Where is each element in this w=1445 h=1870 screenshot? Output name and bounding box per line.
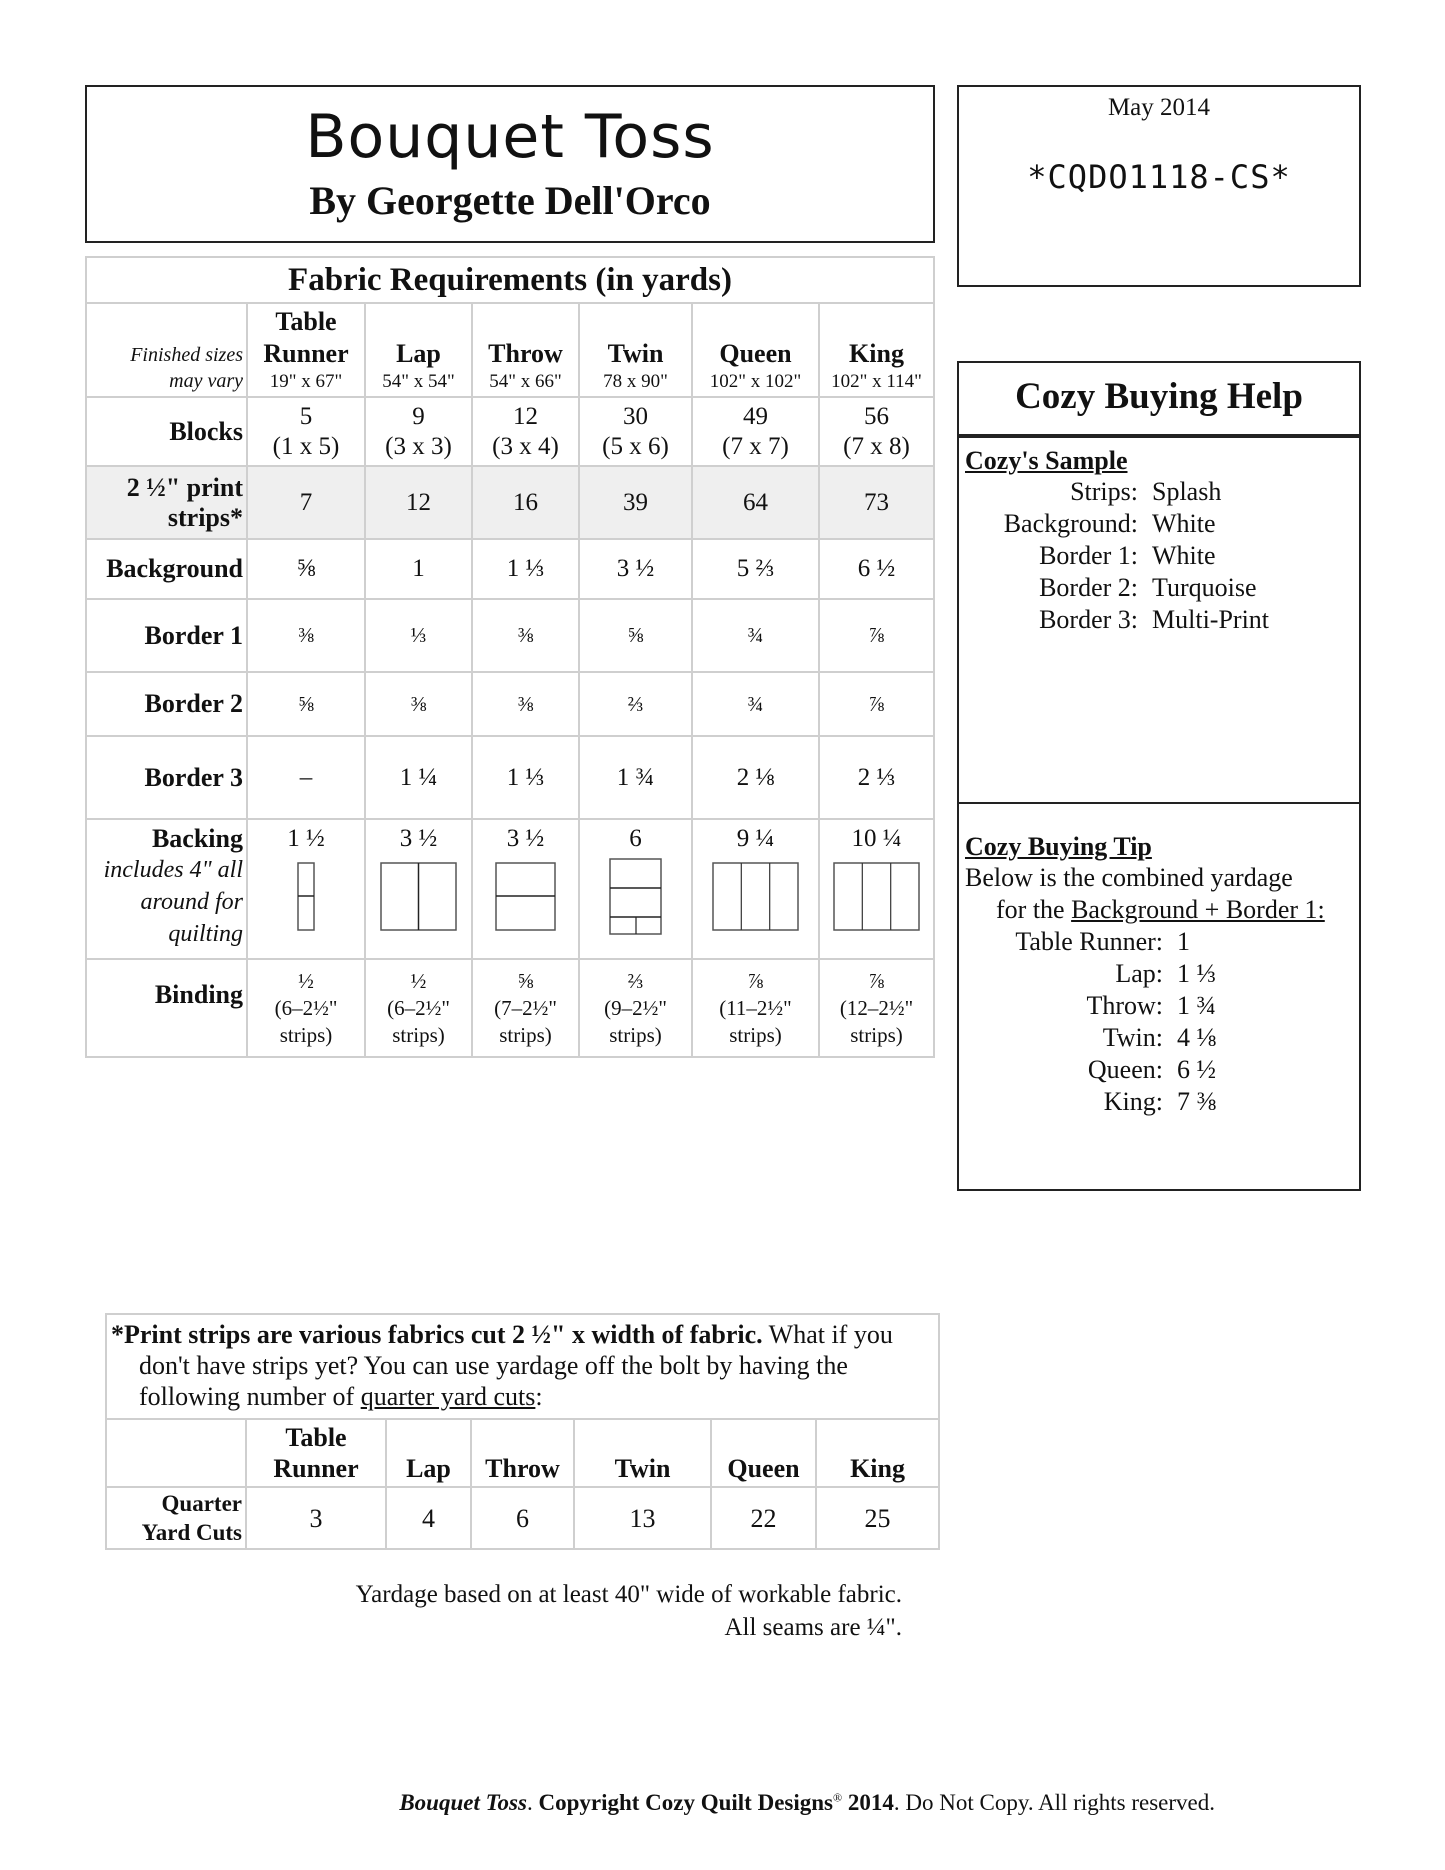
table-cell: ⅝ xyxy=(247,672,365,736)
table-cell xyxy=(472,959,579,1057)
table-cell xyxy=(579,819,692,959)
cell-strips: (6–2½" xyxy=(274,995,338,1020)
cell-strips-suffix: strips) xyxy=(850,1022,903,1047)
tip-item xyxy=(965,926,1353,958)
row-label-line: Yard Cuts xyxy=(141,1520,242,1545)
note-line xyxy=(111,1381,934,1412)
cell-strips: (9–2½" xyxy=(604,995,667,1020)
cell-strips-suffix: strips) xyxy=(499,1022,552,1047)
table-cell xyxy=(365,959,472,1057)
row-label xyxy=(86,819,247,959)
column-header-table-runner xyxy=(247,303,365,397)
table-cell: ⅝ xyxy=(247,539,365,599)
table-cell: 39 xyxy=(579,466,692,539)
sample-key: Background: xyxy=(1003,509,1138,538)
table-cell: ¾ xyxy=(692,599,819,672)
sample-value: White xyxy=(1152,509,1216,538)
row-label: Binding xyxy=(86,959,247,1057)
backing-diagram-icon xyxy=(609,858,663,936)
note-text: What if you xyxy=(762,1320,893,1349)
table-cell: 2 ⅓ xyxy=(819,736,934,819)
sample-key: Border 1: xyxy=(1039,541,1138,570)
sample-value: Multi-Print xyxy=(1152,605,1270,634)
fabric-requirements-table xyxy=(85,256,935,1058)
tip-value: 6 ½ xyxy=(1177,1055,1216,1084)
table-cell xyxy=(819,819,934,959)
finished-note-line: may vary xyxy=(169,370,243,392)
cell-strips: (12–2½" xyxy=(839,995,914,1020)
blocks-row xyxy=(86,397,934,466)
border2-row xyxy=(86,672,934,736)
registered-mark: ® xyxy=(833,1790,843,1805)
table-cell: 3 xyxy=(246,1487,386,1549)
cell-value: 9 xyxy=(412,402,425,430)
table-cell: 73 xyxy=(819,466,934,539)
table-cell: 64 xyxy=(692,466,819,539)
note-text: : xyxy=(535,1382,543,1411)
table-cell: 6 xyxy=(471,1487,574,1549)
border1-row xyxy=(86,599,934,672)
column-size: 102" x 102" xyxy=(709,371,802,392)
table-cell: – xyxy=(247,736,365,819)
print-strips-note xyxy=(106,1314,939,1419)
quarter-values-row xyxy=(106,1487,939,1549)
backing-note-line: quilting xyxy=(168,921,243,947)
table-cell xyxy=(365,397,472,466)
table-cell xyxy=(247,397,365,466)
cell-value: 56 xyxy=(864,402,889,430)
cell-strips: (7–2½" xyxy=(494,995,557,1020)
cell-value: ⅔ xyxy=(627,968,644,993)
sample-item xyxy=(965,604,1353,636)
tip-text xyxy=(965,894,1353,926)
table-cell: 1 ¼ xyxy=(365,736,472,819)
column-size: 19" x 67" xyxy=(269,371,343,392)
row-label-line: Quarter xyxy=(161,1491,242,1516)
finished-sizes-note xyxy=(86,303,247,397)
sample-item xyxy=(965,540,1353,572)
cell-value: ⅞ xyxy=(868,968,885,993)
backing-note-line: includes 4" all xyxy=(103,857,243,883)
cell-value: 6 xyxy=(629,825,642,852)
footer-title: Bouquet Toss xyxy=(399,1790,527,1815)
row-label: Border 3 xyxy=(86,736,247,819)
tip-value: 7 ⅜ xyxy=(1177,1087,1216,1116)
cell-value: 9 ¼ xyxy=(736,825,775,852)
table-cell: ⅞ xyxy=(819,672,934,736)
table-cell xyxy=(365,819,472,959)
cell-value: 3 ½ xyxy=(506,825,545,852)
note-line: don't have strips yet? You can use yardage off the bolt by having the xyxy=(139,1351,848,1380)
tip-value: 1 xyxy=(1177,927,1190,956)
tip-key: Throw: xyxy=(1086,991,1163,1020)
row-label: Border 2 xyxy=(86,672,247,736)
note-text: following number of xyxy=(139,1382,361,1411)
cell-strips-suffix: strips) xyxy=(729,1022,782,1047)
row-label: Background xyxy=(86,539,247,599)
sample-value: Splash xyxy=(1152,477,1222,506)
sample-value: Turquoise xyxy=(1152,573,1257,602)
table-cell xyxy=(247,959,365,1057)
table-cell xyxy=(472,819,579,959)
column-header-twin xyxy=(579,303,692,397)
publish-date: May 2014 xyxy=(1107,94,1211,121)
column-name: Lap xyxy=(396,339,441,368)
sample-value: White xyxy=(1152,541,1216,570)
cozy-buying-help-header: Cozy Buying Help xyxy=(957,361,1361,436)
column-header xyxy=(246,1419,386,1487)
tip-item xyxy=(965,990,1353,1022)
column-size: 102" x 114" xyxy=(831,371,922,392)
column-name: Throw xyxy=(488,339,563,368)
row-label-line: Backing xyxy=(151,824,243,853)
note-row xyxy=(106,1314,939,1419)
column-size: 54" x 66" xyxy=(489,371,562,392)
table-cell: 1 ⅓ xyxy=(472,736,579,819)
tip-key: King: xyxy=(1103,1087,1163,1116)
cell-layout: (7 x 7) xyxy=(722,432,789,460)
column-name: Runner xyxy=(273,1454,359,1483)
cozys-sample-box xyxy=(957,436,1361,804)
footer-rest: . Do Not Copy. All rights reserved. xyxy=(893,1790,1215,1815)
cell-strips: (6–2½" xyxy=(387,995,450,1020)
column-size: 78 x 90" xyxy=(603,371,668,392)
cell-strips-suffix: strips) xyxy=(279,1022,333,1047)
sample-key: Border 2: xyxy=(1039,573,1138,602)
cell-value: 30 xyxy=(623,402,648,430)
cell-strips: (11–2½" xyxy=(719,995,792,1020)
table-cell xyxy=(692,959,819,1057)
column-name: Runner xyxy=(263,339,349,368)
table-cell: 25 xyxy=(816,1487,939,1549)
row-label-line: strips* xyxy=(167,502,243,532)
table-cell xyxy=(247,819,365,959)
cell-value: ½ xyxy=(410,968,427,993)
cell-value: 1 ½ xyxy=(287,825,325,852)
table-cell: ⅜ xyxy=(472,599,579,672)
footer-year: 2014 xyxy=(842,1790,894,1815)
row-label xyxy=(86,466,247,539)
cell-value: ⅝ xyxy=(517,968,534,993)
column-header: Queen xyxy=(711,1419,816,1487)
backing-row xyxy=(86,819,934,959)
table-cell: 1 ⅓ xyxy=(472,539,579,599)
tip-value: 1 ¾ xyxy=(1177,991,1216,1020)
tip-text-pre: for the xyxy=(996,895,1072,924)
row-label: Border 1 xyxy=(86,599,247,672)
tip-item xyxy=(965,1086,1353,1118)
table-cell: ⅓ xyxy=(365,599,472,672)
table-cell xyxy=(692,819,819,959)
table-cell: 1 ¾ xyxy=(579,736,692,819)
table-cell: 7 xyxy=(247,466,365,539)
table-cell: 2 ⅛ xyxy=(692,736,819,819)
cell-layout: (7 x 8) xyxy=(843,432,910,460)
tip-key: Queen: xyxy=(1087,1055,1163,1084)
column-header-queen xyxy=(692,303,819,397)
finished-note-line: Finished sizes xyxy=(130,344,243,366)
column-header-king xyxy=(819,303,934,397)
cell-value: 12 xyxy=(513,402,538,430)
tip-value: 4 ⅛ xyxy=(1177,1023,1216,1052)
table-cell: ⅜ xyxy=(472,672,579,736)
cell-layout: (3 x 4) xyxy=(492,432,559,460)
tip-text-underlined: Background + Border 1: xyxy=(1071,895,1325,924)
binding-row xyxy=(86,959,934,1057)
row-label xyxy=(106,1487,246,1549)
pattern-title: Bouquet Toss xyxy=(305,102,715,172)
backing-diagram-icon xyxy=(297,862,315,932)
backing-diagram-icon xyxy=(380,862,458,932)
backing-diagram-icon xyxy=(712,862,800,932)
tip-key: Twin: xyxy=(1102,1023,1163,1052)
tip-key: Lap: xyxy=(1115,959,1163,988)
backing-note-line: around for xyxy=(140,889,243,915)
table-cell: 12 xyxy=(365,466,472,539)
cell-value: 49 xyxy=(743,402,768,430)
column-header: King xyxy=(816,1419,939,1487)
column-name: Table xyxy=(285,1423,347,1452)
table-cell: ⅞ xyxy=(819,599,934,672)
print-strips-row xyxy=(86,466,934,539)
cell-layout: (1 x 5) xyxy=(272,432,340,460)
column-header: Throw xyxy=(471,1419,574,1487)
note-line xyxy=(111,1319,934,1350)
cell-value: 3 ½ xyxy=(399,825,438,852)
tip-item xyxy=(965,1022,1353,1054)
empty-header-cell xyxy=(106,1419,246,1487)
table-cell: 6 ½ xyxy=(819,539,934,599)
background-row xyxy=(86,539,934,599)
row-label-line: 2 ½" print xyxy=(126,472,243,502)
yardage-note xyxy=(270,1578,902,1644)
column-name: Twin xyxy=(607,339,664,368)
table-cell xyxy=(579,397,692,466)
tip-text: Below is the combined yardage xyxy=(965,863,1293,892)
sample-key: Strips: xyxy=(1070,477,1138,506)
note-underlined: quarter yard cuts xyxy=(360,1382,536,1411)
table-cell xyxy=(819,959,934,1057)
column-header-throw xyxy=(472,303,579,397)
tip-title: Cozy Buying Tip xyxy=(965,832,1152,861)
product-code: *CQDO1118-CS* xyxy=(1027,158,1291,196)
cell-value: ½ xyxy=(298,968,314,993)
column-header: Twin xyxy=(574,1419,711,1487)
table-cell: ⅝ xyxy=(579,599,692,672)
sample-item xyxy=(965,572,1353,604)
column-size: 54" x 54" xyxy=(382,371,455,392)
tip-value: 1 ⅓ xyxy=(1177,959,1216,988)
column-header: Lap xyxy=(386,1419,471,1487)
table-cell: 4 xyxy=(386,1487,471,1549)
table-cell: 16 xyxy=(472,466,579,539)
cell-layout: (5 x 6) xyxy=(602,432,669,460)
quarter-yard-cuts-table xyxy=(105,1313,940,1550)
footer-sep: . xyxy=(526,1790,539,1815)
table-cell: 5 ⅔ xyxy=(692,539,819,599)
table-cell: 1 xyxy=(365,539,472,599)
yardage-note-line: Yardage based on at least 40" wide of workable fabric. xyxy=(355,1581,902,1608)
tip-key: Table Runner: xyxy=(1015,927,1163,956)
table-title-row xyxy=(86,257,934,303)
table-cell: ⅜ xyxy=(247,599,365,672)
cell-value: ⅞ xyxy=(747,968,764,993)
table-cell xyxy=(472,397,579,466)
seams-note-line: All seams are ¼". xyxy=(724,1614,902,1641)
quarter-header-row xyxy=(106,1419,939,1487)
sample-item xyxy=(965,508,1353,540)
table-cell: ¾ xyxy=(692,672,819,736)
size-header-row xyxy=(86,303,934,397)
designer-byline: By Georgette Dell'Orco xyxy=(309,178,711,223)
table-cell xyxy=(819,397,934,466)
table-cell: 3 ½ xyxy=(579,539,692,599)
table-title: Fabric Requirements (in yards) xyxy=(86,257,934,303)
column-name: King xyxy=(849,339,904,368)
table-cell: ⅜ xyxy=(365,672,472,736)
tip-item xyxy=(965,958,1353,990)
sample-key: Border 3: xyxy=(1039,605,1138,634)
column-name: Queen xyxy=(719,339,792,368)
sample-title: Cozy's Sample xyxy=(965,446,1128,475)
footer-copyright: Copyright Cozy Quilt Designs xyxy=(538,1790,833,1815)
table-cell: 13 xyxy=(574,1487,711,1549)
cell-strips-suffix: strips) xyxy=(609,1022,662,1047)
info-box xyxy=(957,85,1361,287)
border3-row xyxy=(86,736,934,819)
tip-item xyxy=(965,1054,1353,1086)
cell-value: 10 ¼ xyxy=(851,825,902,852)
sample-item xyxy=(965,476,1353,508)
note-bold: *Print strips are various fabrics cut 2 ½" x width of fabric. xyxy=(111,1320,763,1349)
cell-strips-suffix: strips) xyxy=(392,1022,445,1047)
backing-diagram-icon xyxy=(833,862,921,932)
column-name: Table xyxy=(275,307,337,336)
title-box xyxy=(85,85,935,243)
copyright-footer xyxy=(270,1790,1215,1816)
cozy-buying-tip-box xyxy=(957,802,1361,1191)
table-cell: 22 xyxy=(711,1487,816,1549)
backing-diagram-icon xyxy=(495,862,557,932)
row-label: Blocks xyxy=(86,397,247,466)
table-cell: ⅔ xyxy=(579,672,692,736)
table-cell xyxy=(692,397,819,466)
cell-layout: (3 x 3) xyxy=(385,432,452,460)
cell-value: 5 xyxy=(299,402,313,430)
table-cell xyxy=(579,959,692,1057)
column-header-lap xyxy=(365,303,472,397)
